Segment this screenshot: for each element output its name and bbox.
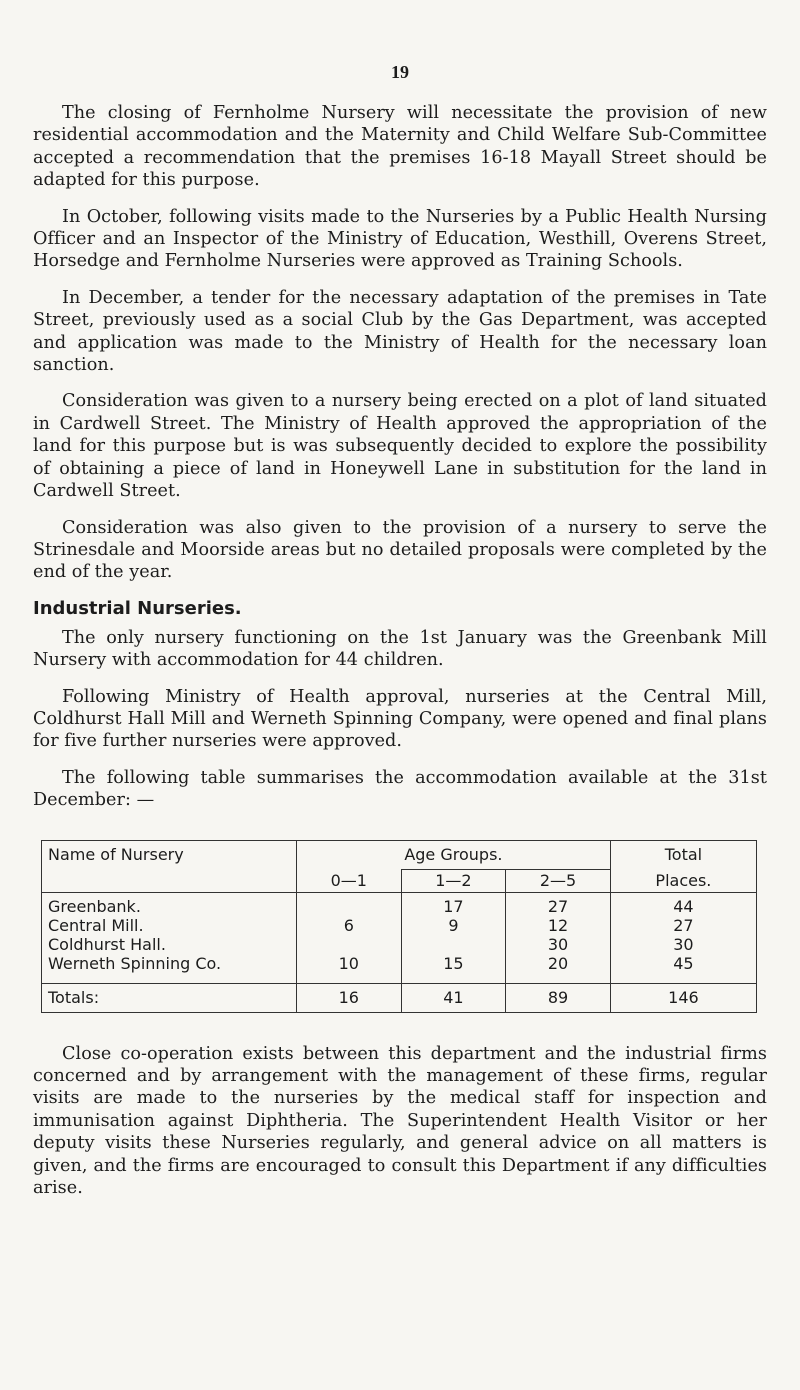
header-name: Name of Nursery <box>42 840 297 869</box>
cell-age-0-1 <box>297 892 402 916</box>
page-number: 19 <box>391 62 409 82</box>
header-age-groups: Age Groups. <box>297 840 611 869</box>
paragraph: Following Ministry of Health approval, nurseries at the Central Mill, Coldhurst Hall Mill and Werneth Spinning Company, were opened and final plans for five further nurseries were approved. <box>33 686 767 752</box>
nursery-accommodation-table <box>41 840 757 1013</box>
nursery-name: Greenbank. <box>42 892 297 916</box>
cell-total: 45 <box>610 954 756 984</box>
cell-age-2-5: 27 <box>506 892 611 916</box>
paragraph: Consideration was also given to the provision of a nursery to serve the Strinesdale and Moorside areas but no detailed proposals were completed by the end of the year. <box>33 517 767 583</box>
nursery-name: Coldhurst Hall. <box>42 935 297 954</box>
nursery-name: Central Mill. <box>42 916 297 935</box>
nursery-table-container <box>41 840 757 1013</box>
section-heading: Industrial Nurseries. <box>33 597 242 619</box>
cell-total: 30 <box>610 935 756 954</box>
cell-age-1-2: 15 <box>401 954 506 984</box>
cell-total: 27 <box>610 916 756 935</box>
cell-age-2-5: 20 <box>506 954 611 984</box>
cell-total: 44 <box>610 892 756 916</box>
total-age-0-1: 16 <box>297 983 402 1012</box>
header-name-spacer <box>42 869 297 892</box>
total-age-2-5: 89 <box>506 983 611 1012</box>
cell-age-2-5: 30 <box>506 935 611 954</box>
paragraph: In October, following visits made to the Nurseries by a Public Health Nursing Officer and an Inspector of the Ministry of Education, Westhill, Overens Street, Horsedge and Fernholme Nurseries were approved as Training Schools. <box>33 206 767 272</box>
table-row <box>42 935 757 954</box>
paragraph: The only nursery functioning on the 1st January was the Greenbank Mill Nursery with accommodation for 44 children. <box>33 627 767 671</box>
table-row <box>42 916 757 935</box>
header-total: Total <box>610 840 756 869</box>
totals-label: Totals: <box>42 983 297 1012</box>
header-age-1-2: 1—2 <box>401 869 506 892</box>
paragraph: Consideration was given to a nursery being erected on a plot of land situated in Cardwell Street. The Ministry of Health approved the appropriation of the land for this purpose but is was subsequently decided to explore the possibility of obtaining a piece of land in Honeywell Lane in substitution for the land in Cardwell Street. <box>33 391 767 502</box>
total-age-1-2: 41 <box>401 983 506 1012</box>
header-places: Places. <box>610 869 756 892</box>
nursery-name: Werneth Spinning Co. <box>42 954 297 984</box>
table-row <box>42 892 757 916</box>
paragraph: In December, a tender for the necessary adaptation of the premises in Tate Street, previously used as a social Club by the Gas Department, was accepted and application was made to the Ministry of Health for the necessary loan sanction. <box>33 287 767 376</box>
header-age-0-1: 0—1 <box>297 869 402 892</box>
table-row <box>42 954 757 984</box>
cell-age-1-2: 17 <box>401 892 506 916</box>
header-age-2-5: 2—5 <box>506 869 611 892</box>
page-body <box>33 102 767 1213</box>
cell-age-2-5: 12 <box>506 916 611 935</box>
cell-age-1-2: 9 <box>401 916 506 935</box>
cell-age-0-1: 10 <box>297 954 402 984</box>
paragraph: The closing of Fernholme Nursery will necessitate the provision of new residential accommodation and the Maternity and Child Welfare Sub-Committee accepted a recommendation that the premises 16-18 Mayall Street should be adapted for this purpose. <box>33 103 767 191</box>
total-places: 146 <box>610 983 756 1012</box>
cell-age-1-2 <box>401 935 506 954</box>
paragraph: Close co-operation exists between this department and the industrial firms concerned and by arrangement with the management of these firms, regular visits are made to the nurseries by the medical staff for inspection and immunisation against Diphtheria. The Superintendent Health Visitor or her deputy visits these Nurseries regularly, and general advice on all matters is given, and the firms are encouraged to consult this Department if any difficulties arise. <box>33 1043 767 1198</box>
paragraph: The following table summarises the accommodation available at the 31st December: — <box>33 767 767 811</box>
cell-age-0-1: 6 <box>297 916 402 935</box>
totals-row <box>42 983 757 1012</box>
cell-age-0-1 <box>297 935 402 954</box>
